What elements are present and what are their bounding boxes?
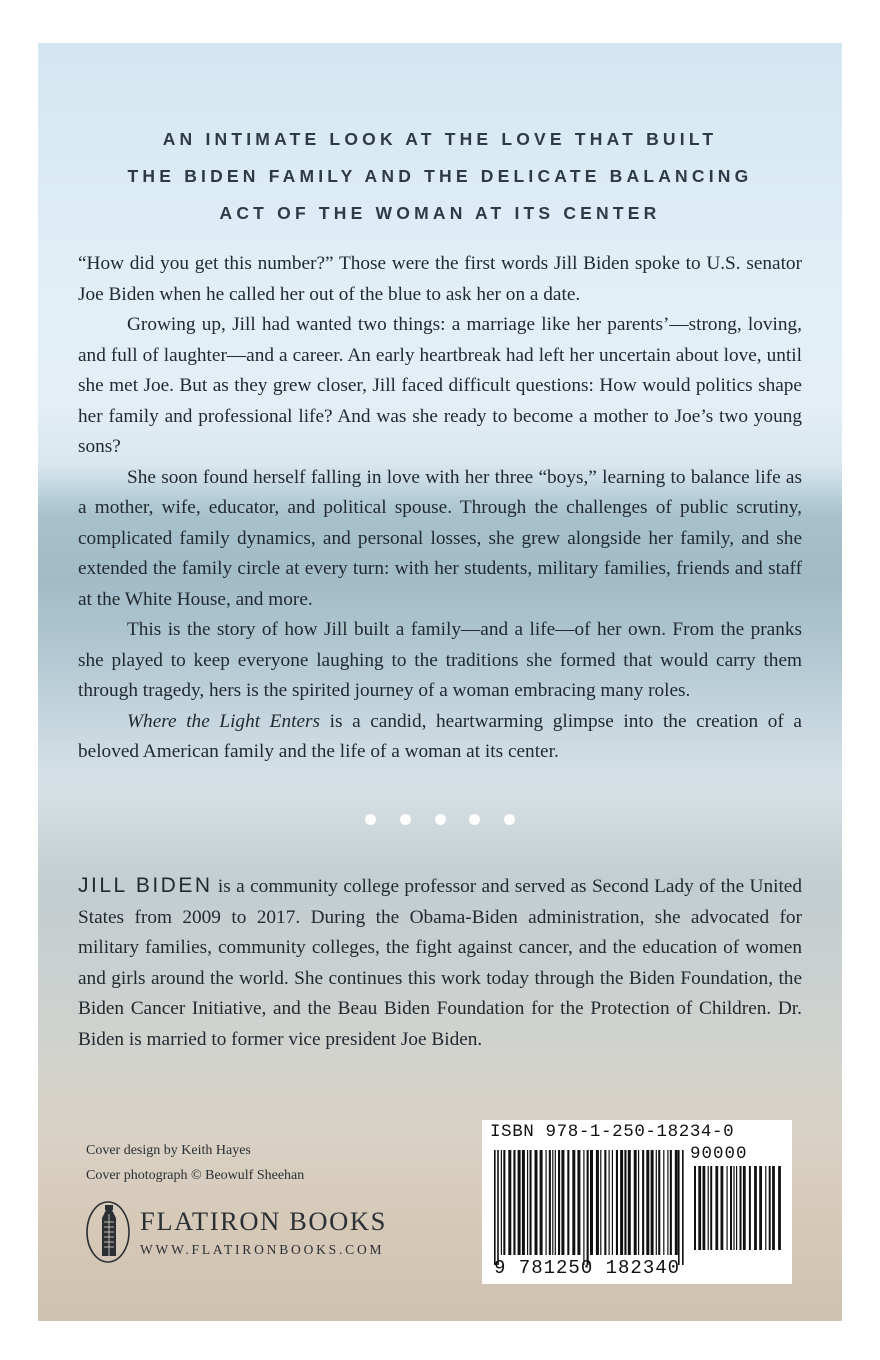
barcode-bar (513, 1150, 515, 1255)
barcode-bar (628, 1150, 631, 1255)
divider-dot (435, 814, 446, 825)
barcode-bar (530, 1150, 532, 1255)
tagline-line-3: ACT OF THE WOMAN AT ITS CENTER (219, 203, 661, 223)
barcode-bar (634, 1150, 637, 1255)
barcode-bar (667, 1150, 668, 1255)
barcode-bar (670, 1150, 672, 1255)
barcode-bar (765, 1166, 766, 1250)
barcode-bar (736, 1166, 737, 1250)
barcode-bar (552, 1150, 553, 1255)
blurb-paragraph-5 (78, 707, 802, 768)
barcode-bar (727, 1166, 728, 1250)
tagline-line-2: THE BIDEN FAMILY AND THE DELICATE BALANCING (127, 166, 753, 186)
barcode-bar (749, 1166, 751, 1250)
barcode-bar (733, 1166, 734, 1250)
barcode-bar (740, 1166, 742, 1250)
back-cover (38, 43, 842, 1321)
barcode-bar (624, 1150, 626, 1255)
barcode-bar (518, 1150, 521, 1255)
tagline (38, 121, 842, 232)
tagline-line-1: AN INTIMATE LOOK AT THE LOVE THAT BUILT (162, 129, 718, 149)
barcode-bar (612, 1150, 613, 1255)
barcode-bar (721, 1166, 724, 1250)
barcode-bar (546, 1150, 547, 1255)
blurb-paragraph-3: She soon found herself falling in love with her three “boys,” learning to balance life as a mother, wife, educator, and political spouse. Through the challenges of public scrutiny, complicated family dynamics, and personal losses, she grew alongside her family, and she extended the family circle at every turn: with her students, military families, friends and staff at the White House, and more. (78, 466, 802, 610)
barcode-bar (759, 1166, 762, 1250)
barcode-bar (698, 1166, 701, 1250)
barcode-bar (494, 1150, 496, 1265)
author-bio-text: is a community college professor and served as Second Lady of the United States from 2009 to 2017. During the Obama-Biden administration, she advocated for military families, community colleges, the fight against cancer, and the education of women and girls around the world. She continues this work today through the Biden Foundation, the Biden Cancer Initiative, and the Beau Biden Foundation for the Protection of Children. Dr. Biden is married to former vice president Joe Biden. (78, 876, 802, 1050)
barcode-bar (577, 1150, 580, 1255)
barcode-bar (675, 1150, 678, 1255)
barcode-bar (778, 1166, 781, 1250)
barcode-bar (567, 1150, 569, 1255)
publisher-url: WWW.FLATIRONBOOKS.COM (140, 1241, 385, 1257)
barcode-bar (682, 1150, 684, 1265)
barcode-bar (769, 1166, 771, 1250)
barcode-bar (620, 1150, 623, 1255)
blurb-paragraph-1: “How did you get this number?” Those were the first words Jill Biden spoke to U.S. senator Joe Biden when he called her out of the blue to ask her on a date. (78, 253, 802, 305)
section-divider (365, 814, 515, 828)
flatiron-building-icon (86, 1201, 130, 1263)
barcode-bar (501, 1150, 502, 1255)
barcode-bar (663, 1150, 664, 1255)
publisher-block (86, 1201, 387, 1263)
barcode-bar (555, 1150, 556, 1255)
barcode-bar (527, 1150, 528, 1255)
barcode-bar (587, 1150, 589, 1265)
ean-digits: 9 781250 182340 (494, 1257, 681, 1279)
barcode-bar (596, 1150, 599, 1255)
cover-design-credit: Cover design by Keith Hayes (86, 1143, 251, 1158)
barcode-bar (609, 1150, 610, 1255)
barcode-bar (710, 1166, 712, 1250)
divider-dot (365, 814, 376, 825)
barcode-bar (508, 1150, 511, 1255)
blurb-paragraph-2: Growing up, Jill had wanted two things: a marriage like her parents’—strong, loving, and full of laughter—and a career. An early heartbreak had left her uncertain about love, until she met Joe. But as they grew closer, Jill faced difficult questions: How would politics shape her family and professional life? And was she ready to become a mother to Joe’s two young sons? (78, 314, 802, 457)
barcode-bar (583, 1150, 584, 1265)
barcode-bar (497, 1150, 499, 1265)
barcode-bar (651, 1150, 654, 1255)
barcode-bar (590, 1150, 593, 1255)
barcode-bar (600, 1150, 601, 1255)
blurb-paragraph-4: This is the story of how Jill built a family—and a life—of her own. From the pranks she played to keep everyone laughing to the traditions she formed that would carry them through tragedy, hers is the spirited journey of a woman embracing many roles. (78, 619, 802, 701)
isbn-number: ISBN 978-1-250-18234-0 (490, 1122, 735, 1142)
barcode-bar (522, 1150, 525, 1255)
barcode-bar (572, 1150, 575, 1255)
book-title: Where the Light Enters (127, 710, 321, 732)
barcode-bar (558, 1150, 560, 1255)
barcode-bar (694, 1166, 696, 1250)
cover-credits (86, 1138, 304, 1188)
publisher-name: FLATIRON BOOKS (140, 1205, 387, 1236)
barcode-bar (642, 1150, 644, 1255)
divider-dot (504, 814, 515, 825)
divider-dot (400, 814, 411, 825)
author-name: JILL BIDEN (78, 874, 213, 897)
barcode-bar (549, 1150, 551, 1255)
barcode-bar (646, 1150, 649, 1255)
divider-dot (469, 814, 480, 825)
barcode-bar (772, 1166, 775, 1250)
barcode-bar (604, 1150, 606, 1255)
barcode-bar (703, 1166, 706, 1250)
barcode-bar (540, 1150, 543, 1255)
barcode-label (482, 1120, 792, 1284)
blurb-paragraph-5-text: is a candid, heartwarming glimpse into the creation of a beloved American family and the life of a woman at its center. (78, 710, 802, 762)
barcode-bar (754, 1166, 757, 1250)
barcode-bar (715, 1166, 718, 1250)
barcode-bar (730, 1166, 732, 1250)
author-bio (78, 871, 802, 1055)
barcode-bar (678, 1150, 680, 1265)
barcode-bar (658, 1150, 660, 1255)
barcode-bar (743, 1166, 746, 1250)
barcode-bar (656, 1150, 657, 1255)
barcode-bar (708, 1166, 709, 1250)
price-code: 90000 (690, 1144, 748, 1164)
barcode-bar (561, 1150, 564, 1255)
barcode-bar (503, 1150, 505, 1255)
cover-photo-credit: Cover photograph © Beowulf Sheehan (86, 1168, 305, 1183)
barcode-bar (616, 1150, 618, 1255)
barcode-bar (535, 1150, 538, 1255)
blurb (78, 249, 802, 768)
barcode-bar (638, 1150, 639, 1255)
